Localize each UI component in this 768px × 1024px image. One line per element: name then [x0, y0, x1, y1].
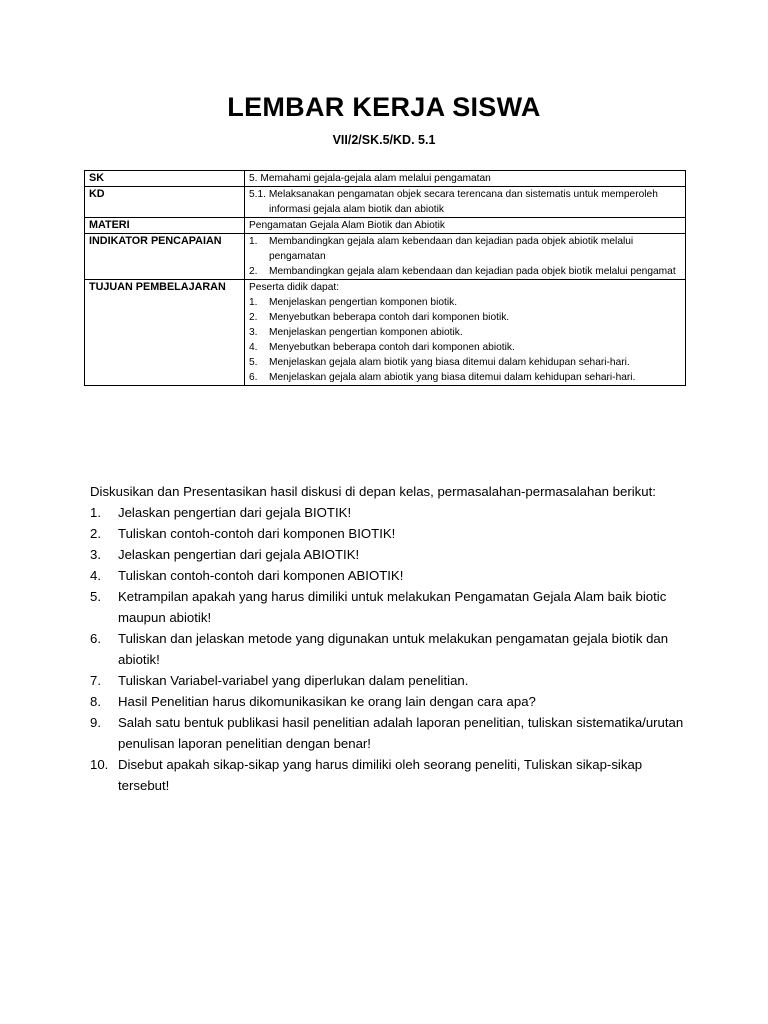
question-item: 9. Salah satu bentuk publikasi hasil penelitian adalah laporan penelitian, tuliskan sistematika/urutan penulisan laporan penelitian dengan benar!	[90, 715, 684, 751]
sk-value: 5. Memahami gejala-gejala alam melalui pengamatan	[245, 171, 686, 187]
question-item: 6. Tuliskan dan jelaskan metode yang digunakan untuk melakukan pengamatan gejala biotik dan abiotik!	[90, 631, 669, 667]
list-item: 4. Menyebutkan beberapa contoh dari komponen abiotik.	[249, 342, 515, 353]
tujuan-value	[245, 280, 686, 386]
question-item: 1. Jelaskan pengertian dari gejala BIOTIK!	[90, 505, 352, 520]
list-item: 5. Menjelaskan gejala alam biotik yang biasa ditemui dalam kehidupan sehari-hari.	[249, 357, 630, 368]
question-item: 8. Hasil Penelitian harus dikomunikasikan ke orang lain dengan cara apa?	[90, 694, 536, 709]
list-item: 6. Menjelaskan gejala alam abiotik yang biasa ditemui dalam kehidupan sehari-hari.	[249, 372, 636, 383]
row-kd	[85, 187, 686, 218]
question-item: 4. Tuliskan contoh-contoh dari komponen ABIOTIK!	[90, 568, 404, 583]
question-item: 10. Disebut apakah sikap-sikap yang harus dimiliki oleh seorang peneliti, Tuliskan sikap-sikap tersebut!	[90, 757, 643, 793]
instructions-section	[90, 481, 690, 796]
sk-label: SK	[85, 171, 245, 187]
list-item: 1. Menjelaskan pengertian komponen biotik.	[249, 297, 458, 308]
row-indikator	[85, 234, 686, 280]
list-item: 2. Membandingkan gejala alam kebendaan dan kejadian pada objek biotik melalui pengamat	[249, 266, 676, 277]
row-sk	[85, 171, 686, 187]
question-item: 2. Tuliskan contoh-contoh dari komponen BIOTIK!	[90, 526, 396, 541]
row-tujuan	[85, 280, 686, 386]
question-item: 5. Ketrampilan apakah yang harus dimiliki untuk melakukan Pengamatan Gejala Alam baik biotic maupun abiotik!	[90, 589, 667, 625]
materi-label: MATERI	[85, 218, 245, 234]
tujuan-label: TUJUAN PEMBELAJARAN	[85, 280, 245, 386]
list-item: 2. Menyebutkan beberapa contoh dari komponen biotik.	[249, 312, 510, 323]
page-subtitle: VII/2/SK.5/KD. 5.1	[332, 133, 436, 147]
kd-value	[245, 187, 686, 218]
indikator-list	[249, 234, 681, 279]
list-item: 3. Menjelaskan pengertian komponen abiotik.	[249, 327, 463, 338]
question-item: 7. Tuliskan Variabel-variabel yang diperlukan dalam penelitian.	[90, 673, 469, 688]
indikator-label: INDIKATOR PENCAPAIAN	[85, 234, 245, 280]
page-title: LEMBAR KERJA SISWA	[227, 92, 541, 122]
list-item: 1. Membandingkan gejala alam kebendaan dan kejadian pada objek abiotik melalui pengamatan	[249, 236, 634, 262]
row-materi	[85, 218, 686, 234]
indikator-value	[245, 234, 686, 280]
kd-value-text: 5.1. Melaksanakan pengamatan objek secara terencana dan sistematis untuk memperoleh informasi gejala alam biotik dan abiotik	[249, 189, 658, 215]
question-list	[90, 502, 690, 796]
tujuan-intro: Peserta didik dapat:	[249, 282, 340, 293]
info-table	[84, 170, 686, 386]
materi-value: Pengamatan Gejala Alam Biotik dan Abiotik	[245, 218, 686, 234]
kd-label: KD	[85, 187, 245, 218]
tujuan-list	[249, 295, 681, 385]
question-item: 3. Jelaskan pengertian dari gejala ABIOTIK!	[90, 547, 360, 562]
instructions-intro: Diskusikan dan Presentasikan hasil diskusi di depan kelas, permasalahan-permasalahan berikut:	[90, 484, 656, 499]
